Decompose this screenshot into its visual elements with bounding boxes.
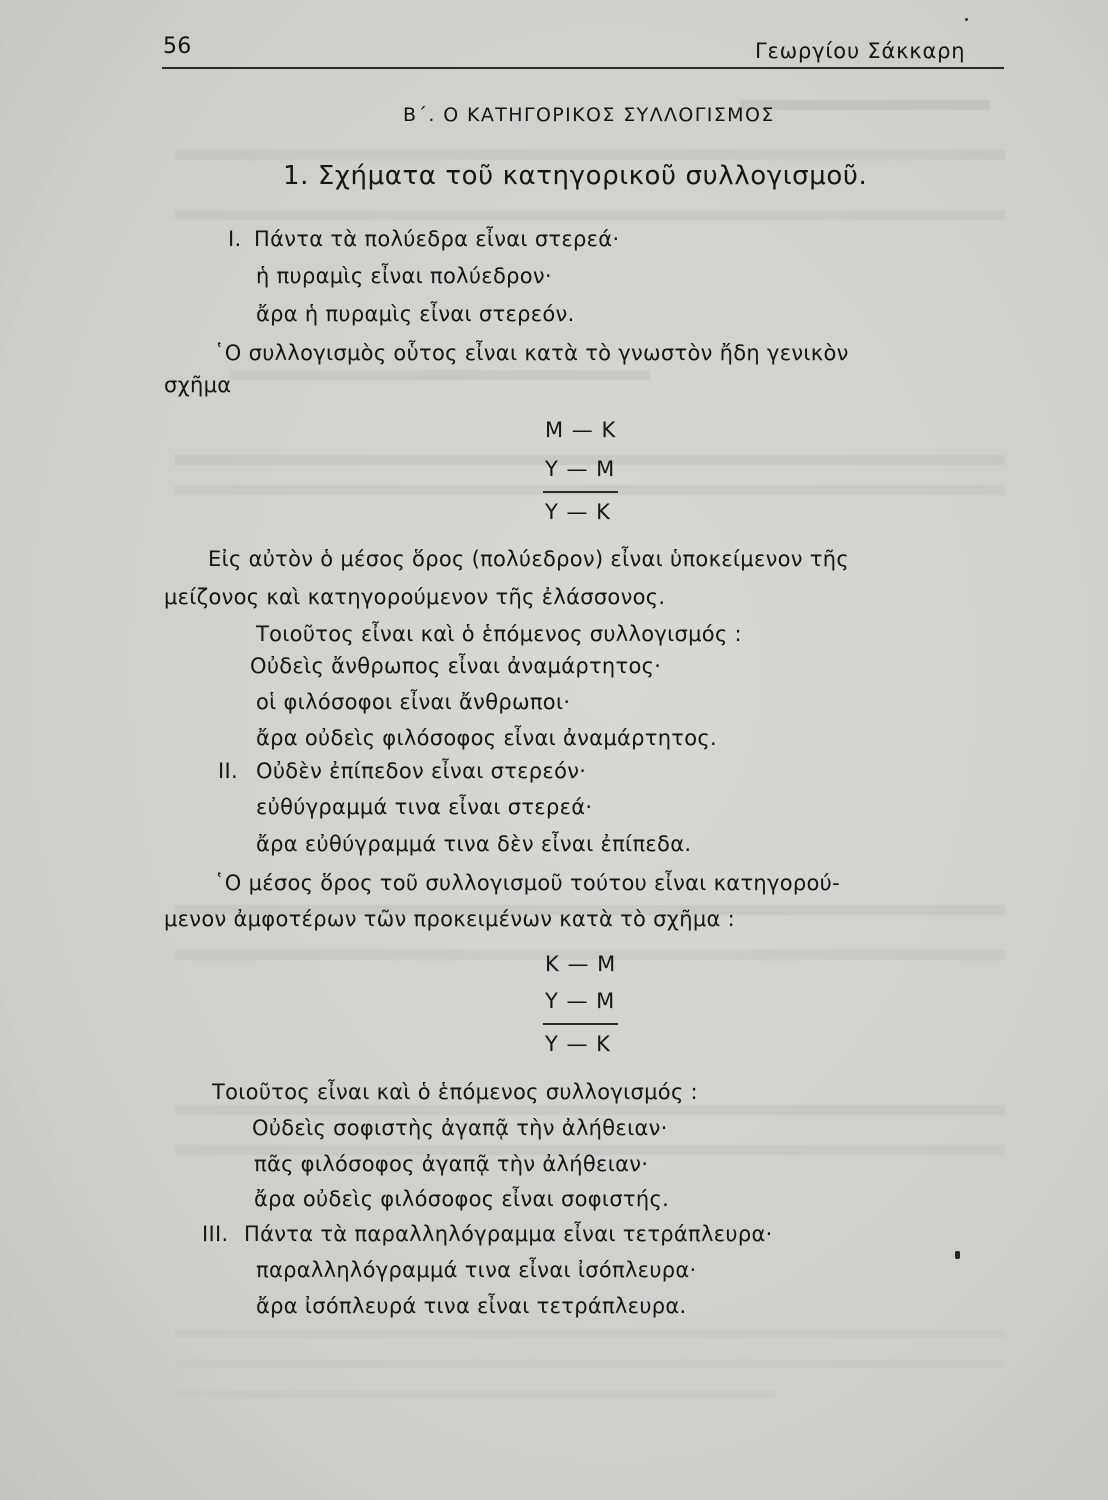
figure-1-premise-minor: ἡ πυραμὶς εἶναι πολύεδρον· [256,264,552,288]
figure-1-example-line-1: Οὐδεὶς ἄνθρωπος εἶναι ἀναμάρτητος· [250,654,662,678]
section-heading: Β΄. Ο ΚΑΤΗΓΟΡΙΚΟΣ ΣΥΛΛΟΓΙΣΜΟΣ [403,104,775,126]
figure-1-schema-line-3: Υ — Κ [545,500,611,524]
header-rule [162,67,1004,69]
figure-2-schema-line-3: Υ — Κ [545,1032,611,1056]
figure-2-example-line-3: ἄρα οὐδεὶς φιλόσοφος εἶναι σοφιστής. [254,1187,670,1211]
figure-2-example-line-1: Οὐδεὶς σοφιστὴς ἀγαπᾷ τὴν ἀλήθειαν· [252,1116,668,1140]
running-head: Γεωργίου Σάκκαρη [755,39,966,63]
figure-1-premise-major: Πάντα τὰ πολύεδρα εἶναι στερεά· [254,227,620,251]
figure-1-explanation-line-1: Εἰς αὐτὸν ὁ μέσος ὅρος (πολύεδρον) εἶναι ὑποκείμενον τῆς [208,547,849,571]
figure-2-schema-line-2: Υ — Μ [545,989,616,1013]
figure-1-roman: Ι. [228,227,242,251]
figure-1-schema-rule [543,491,618,493]
figure-2-premise-major: Οὐδὲν ἐπίπεδον εἶναι στερεόν· [256,759,587,783]
figure-2-premise-minor: εὐθύγραμμά τινα εἶναι στερεά· [256,795,593,819]
figure-1-example-line-3: ἄρα οὐδεὶς φιλόσοφος εἶναι ἀναμάρτητος. [256,726,717,750]
figure-1-schema-line-1: Μ — Κ [545,418,617,442]
figure-1-comment-line-1: ῾Ο συλλογισμὸς οὗτος εἶναι κατὰ τὸ γνωστὸν ἤδη γενικὸν [214,341,849,365]
figure-2-roman: ΙΙ. [218,759,238,783]
ink-speck [955,1251,960,1259]
figure-2-conclusion: ἄρα εὐθύγραμμά τινα δὲν εἶναι ἐπίπεδα. [256,832,692,856]
figure-1-conclusion: ἄρα ἡ πυραμὶς εἶναι στερεόν. [256,302,575,326]
figure-1-schema-line-2: Υ — Μ [545,457,616,481]
figure-2-example-line-2: πᾶς φιλόσοφος ἀγαπᾷ τὴν ἀλήθειαν· [254,1152,649,1176]
figure-1-explanation-line-2: μείζονος καὶ κατηγορούμενον τῆς ἐλάσσονος. [164,585,666,609]
figure-2-schema-line-1: Κ — Μ [545,952,617,976]
figure-3-conclusion: ἄρα ἰσόπλευρά τινα εἶναι τετράπλευρα. [256,1294,687,1318]
figure-2-comment-line-2: μενον ἀμφοτέρων τῶν προκειμένων κατὰ τὸ σχῆμα : [164,907,735,931]
figure-3-premise-major: Πάντα τὰ παραλληλόγραμμα εἶναι τετράπλευρα· [244,1222,773,1246]
figure-2-example-intro: Τοιοῦτος εἶναι καὶ ὁ ἑπόμενος συλλογισμός : [212,1080,698,1104]
figure-2-schema-rule [543,1023,618,1025]
ink-speck [965,18,968,21]
page-number: 56 [163,34,192,59]
figure-1-comment-line-2: σχῆμα [164,373,232,397]
subheading: 1. Σχήματα τοῦ κατηγορικοῦ συλλογισμοῦ. [283,161,868,191]
figure-1-example-intro: Τοιοῦτος εἶναι καὶ ὁ ἑπόμενος συλλογισμός : [256,622,742,646]
figure-1-example-line-2: οἱ φιλόσοφοι εἶναι ἄνθρωποι· [256,690,571,714]
figure-2-comment-line-1: ῾Ο μέσος ὅρος τοῦ συλλογισμοῦ τούτου εἶναι κατηγορού- [214,871,840,895]
figure-3-premise-minor: παραλληλόγραμμά τινα εἶναι ἰσόπλευρα· [256,1258,697,1282]
figure-3-roman: ΙΙΙ. [202,1222,229,1246]
